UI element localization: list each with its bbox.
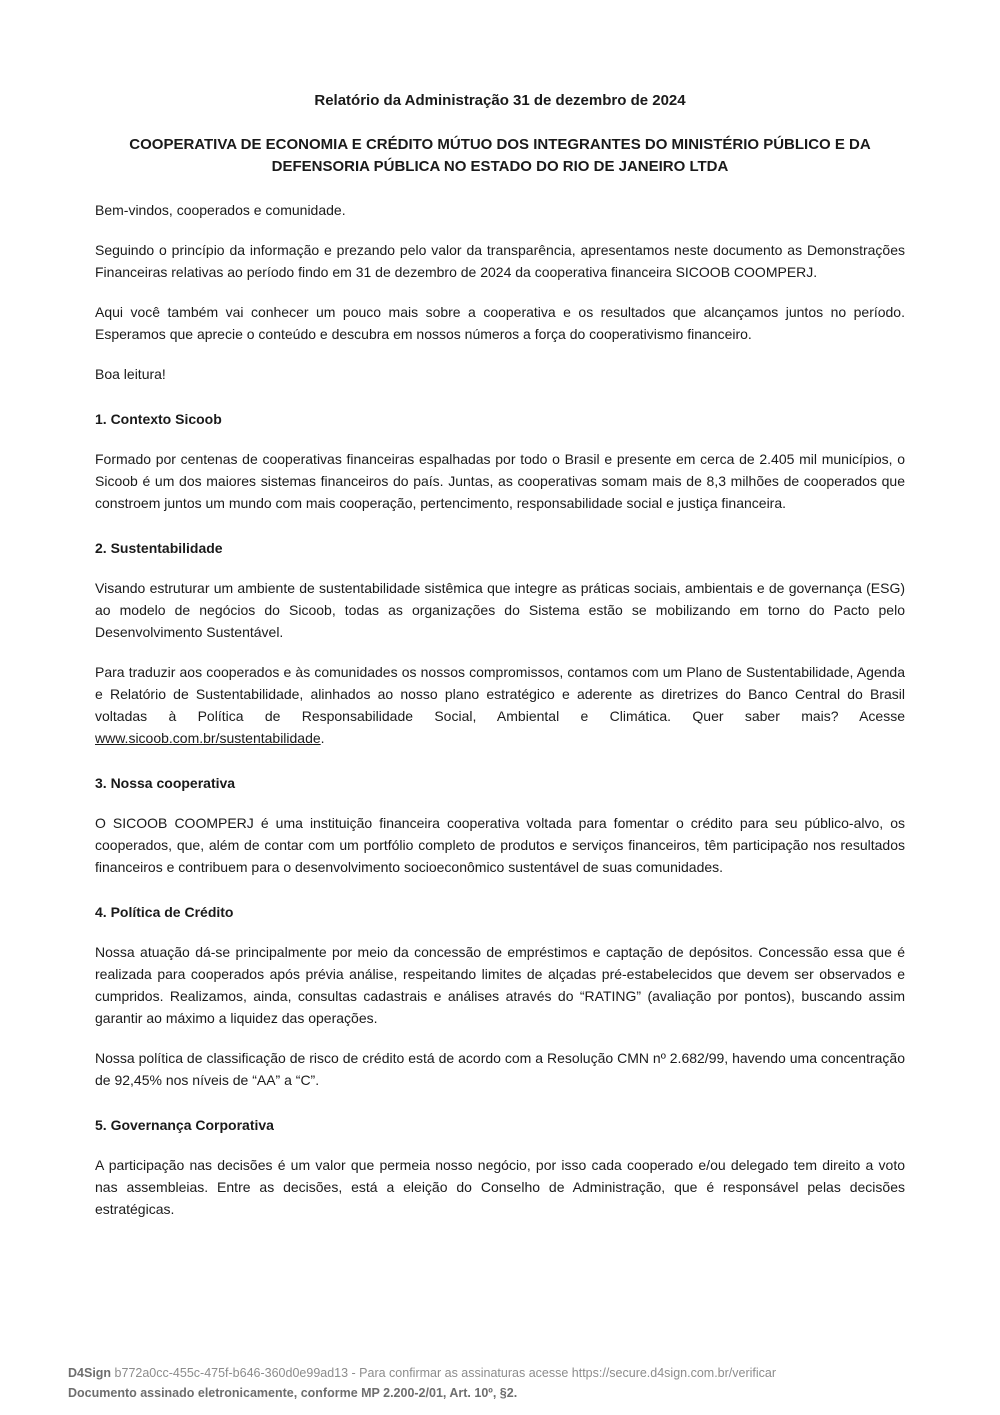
politica-credito-paragraph-2: Nossa política de classificação de risco de crédito está de acordo com a Resolução CMN nº 2.682/99, havendo uma concentração de 92,45% nos níveis de “AA” a “C”.: [95, 1050, 905, 1088]
sustentabilidade-paragraph-1: Visando estruturar um ambiente de sustentabilidade sistêmica que integre as práticas sociais, ambientais e de governança (ESG) ao modelo de negócios do Sicoob, todas as organizações do Sistema estão se mobilizando em torno do Pacto pelo Desenvolvimento Sustentável.: [95, 580, 905, 640]
governanca-paragraph: A participação nas decisões é um valor que permeia nosso negócio, por isso cada cooperado e/ou delegado tem direito a voto nas assembleias. Entre as decisões, está a eleição do Conselho de Administração, que é responsável pelas decisões estratégicas.: [95, 1157, 905, 1217]
sustainability-link[interactable]: www.sicoob.com.br/sustentabilidade: [95, 730, 321, 746]
welcome-paragraph: Bem-vindos, cooperados e comunidade.: [95, 202, 346, 218]
sustentabilidade-paragraph-2-text: Para traduzir aos cooperados e às comunidades os nossos compromissos, contamos com um Plano de Sustentabilidade, Agenda e Relatório de Sustentabilidade, alinhados ao nosso plano estratégico e aderente as diretrizes do Banco Central do Brasil voltadas à Política de Responsabilidade Social, Ambiental e Climática. Quer saber mais? Acesse: [95, 664, 905, 724]
nossa-cooperativa-paragraph: O SICOOB COOMPERJ é uma instituição financeira cooperativa voltada para fomentar o crédito para seu público-alvo, os cooperados, que, além de contar com um portfólio completo de produtos e serviços financeiros, têm participação nos resultados financeiros e contribuem para o desenvolvimento socioeconômico sustentável de suas comunidades.: [95, 815, 905, 875]
signature-footer: [68, 1363, 940, 1403]
sustentabilidade-paragraph-2-period: .: [320, 730, 325, 746]
signature-legal-line: Documento assinado eletronicamente, conforme MP 2.200-2/01, Art. 10º, §2.: [68, 1386, 518, 1400]
contexto-sicoob-paragraph: Formado por centenas de cooperativas financeiras espalhadas por todo o Brasil e presente em cerca de 2.405 mil municípios, o Sicoob é um dos maiores sistemas financeiros do país. Juntas, as cooperativas somam mais de 8,3 milhões de cooperados que constroem juntos um mundo com mais cooperação, pertencimento, responsabilidade social e justiça financeira.: [95, 451, 905, 511]
section-heading-politica-de-credito: 4. Política de Crédito: [95, 904, 234, 920]
transparency-paragraph: Seguindo o princípio da informação e prezando pelo valor da transparência, apresentamos neste documento as Demonstrações Financeiras relativas ao período findo em 31 de dezembro de 2024 da cooperativa financeira SICOOB COOMPERJ.: [95, 242, 905, 280]
section-heading-sustentabilidade: 2. Sustentabilidade: [95, 540, 223, 556]
section-heading-contexto-sicoob: 1. Contexto Sicoob: [95, 411, 222, 427]
discover-paragraph: Aqui você também vai conhecer um pouco mais sobre a cooperativa e os resultados que alcançamos juntos no período. Esperamos que aprecie o conteúdo e descubra em nossos números a força do cooperativismo financeiro.: [95, 304, 905, 342]
good-reading-paragraph: Boa leitura!: [95, 366, 166, 382]
report-title: Relatório da Administração 31 de dezembro de 2024: [314, 92, 686, 109]
cooperative-name: COOPERATIVA DE ECONOMIA E CRÉDITO MÚTUO DOS INTEGRANTES DO MINISTÉRIO PÚBLICO E DA DEFENSORIA PÚBLICA NO ESTADO DO RIO DE JANEIRO LTDA: [129, 136, 871, 175]
section-heading-governanca-corporativa: 5. Governança Corporativa: [95, 1117, 274, 1133]
d4sign-brand: D4Sign: [68, 1366, 112, 1380]
section-heading-nossa-cooperativa: 3. Nossa cooperativa: [95, 775, 236, 791]
signature-verification-line: [68, 1363, 940, 1383]
sustentabilidade-paragraph-2: [95, 661, 905, 749]
politica-credito-paragraph-1: Nossa atuação dá-se principalmente por meio da concessão de empréstimos e captação de depósitos. Concessão essa que é realizada para cooperados após prévia análise, respeitando limites de alçadas pré-estabelecidos que devem ser observados e cumpridos. Realizamos, ainda, consultas cadastrais e análises através do “RATING” (avaliação por pontos), buscando assim garantir ao máximo a liquidez das operações.: [95, 944, 905, 1026]
signature-hash-text: b772a0cc-455c-475f-b646-360d0e99ad13 - Para confirmar as assinaturas acesse https://secure.d4sign.com.br/verificar: [114, 1366, 777, 1380]
